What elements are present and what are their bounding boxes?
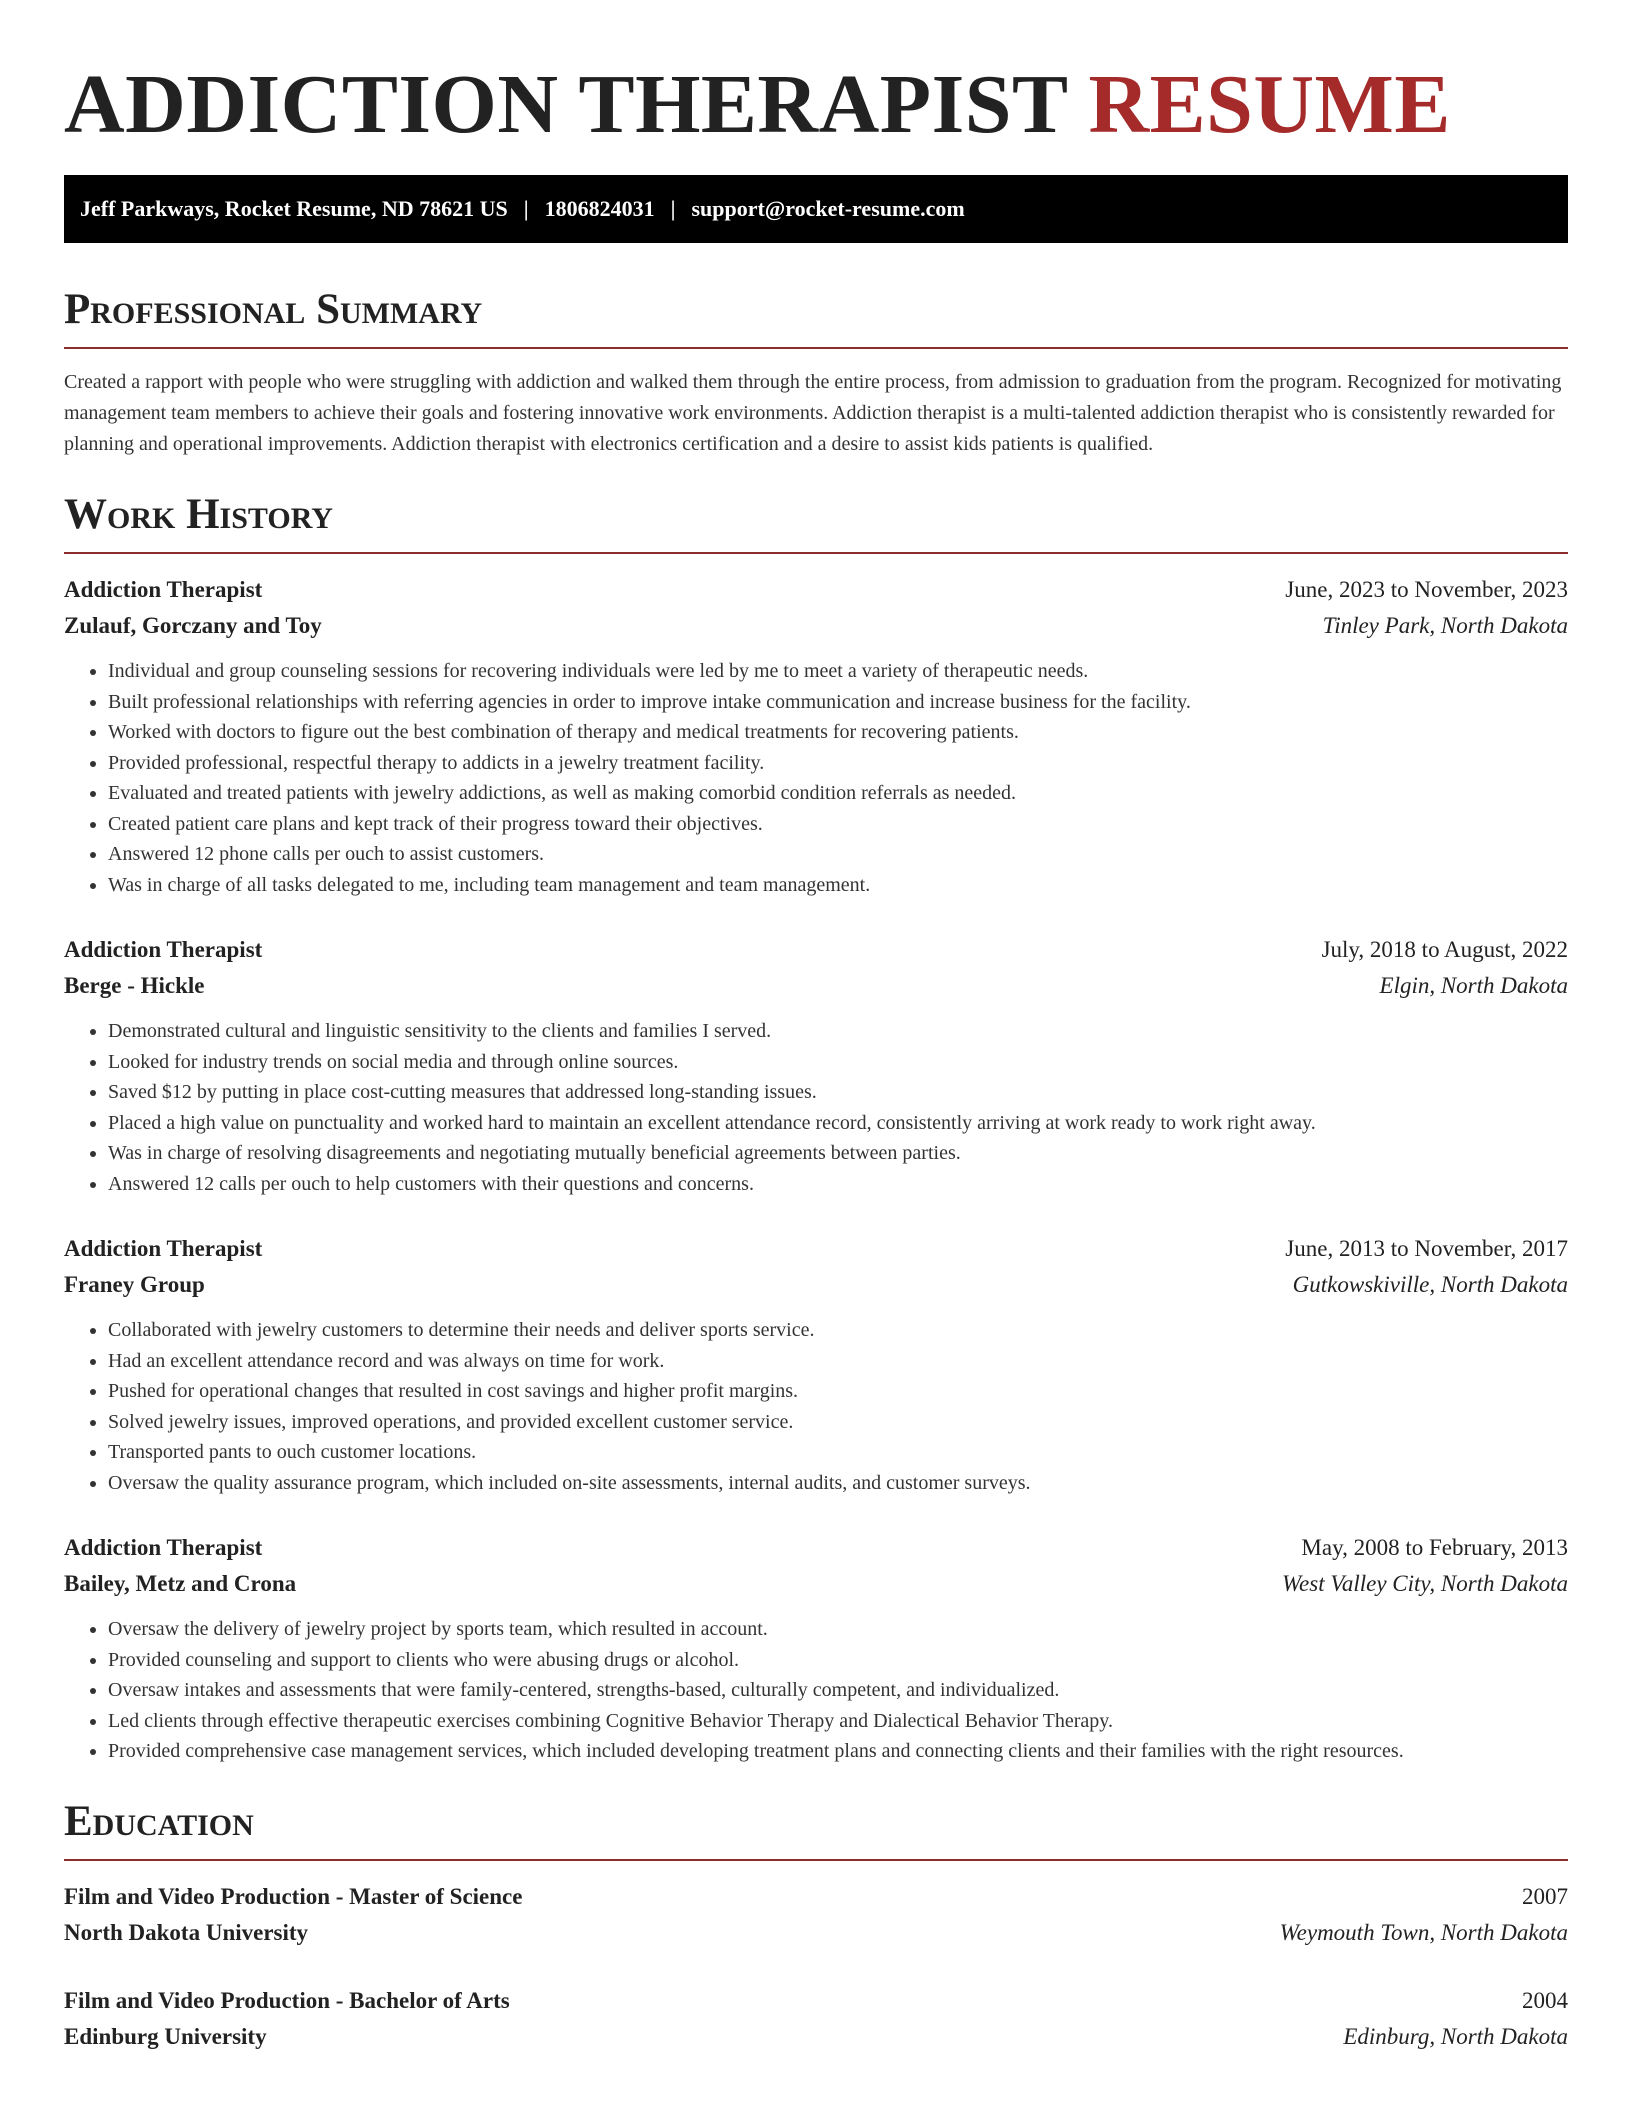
job-company: Berge - Hickle <box>64 973 205 998</box>
section-heading-work-history: Work History <box>64 490 1568 554</box>
job-dates: June, 2023 to November, 2023 <box>1285 577 1568 602</box>
job-dates: May, 2008 to February, 2013 <box>1301 1535 1568 1560</box>
education-header-row <box>64 1983 1568 2019</box>
job-bullet: • Provided comprehensive case management services, which included developing treatment plans and connecting clients and their families with the right resources. <box>108 1736 1568 1767</box>
education-year: 2007 <box>1522 1883 1568 1909</box>
contact-separator: | <box>523 196 529 221</box>
education-school-row <box>64 1915 1568 1951</box>
job-company: Zulauf, Gorczany and Toy <box>64 613 322 638</box>
summary-text: Created a rapport with people who were struggling with addiction and walked them through the entire process, from admission to graduation from the program. Recognized for motivating management team members to achieve their goals and fostering innovative work environments. Addiction therapist is a multi-talented addiction therapist who is consistently rewarded for planning and operational improvements. Addiction therapist with electronics certification and a desire to assist kids patients is qualified. <box>64 371 1562 455</box>
title-accent: RESUME <box>1088 58 1451 151</box>
job-location: Elgin, North Dakota <box>1379 973 1568 998</box>
job-bullet: • Was in charge of all tasks delegated to me, including team management and team management. <box>108 870 1568 901</box>
job-bullet: • Answered 12 phone calls per ouch to assist customers. <box>108 839 1568 870</box>
job-bullet: • Pushed for operational changes that resulted in cost savings and higher profit margins. <box>108 1376 1568 1407</box>
job-company-row <box>64 608 1568 644</box>
job-bullet: • Answered 12 calls per ouch to help customers with their questions and concerns. <box>108 1169 1568 1200</box>
resume-title <box>64 0 1568 153</box>
education-entry <box>64 1879 1568 1951</box>
job-title: Addiction Therapist <box>64 937 263 962</box>
education-entry <box>64 1983 1568 2055</box>
job-title: Addiction Therapist <box>64 1236 263 1261</box>
education-header-row <box>64 1879 1568 1915</box>
job-entry <box>64 932 1568 1199</box>
job-title: Addiction Therapist <box>64 1535 263 1560</box>
job-bullet: • Oversaw the quality assurance program, which included on-site assessments, internal audits, and customer surveys. <box>108 1468 1568 1499</box>
job-header-row <box>64 1530 1568 1566</box>
job-bullet: • Led clients through effective therapeutic exercises combining Cognitive Behavior Therapy and Dialectical Behavior Therapy. <box>108 1706 1568 1737</box>
education-degree: Film and Video Production - Master of Science <box>64 1883 523 1909</box>
job-bullet: • Placed a high value on punctuality and worked hard to maintain an excellent attendance record, consistently arriving at work ready to work right away. <box>108 1108 1568 1139</box>
job-bullet: • Provided professional, respectful therapy to addicts in a jewelry treatment facility. <box>108 748 1568 779</box>
section-heading-summary: Professional Summary <box>64 285 1568 349</box>
job-bullet: • Transported pants to ouch customer locations. <box>108 1437 1568 1468</box>
job-bullets <box>64 656 1568 900</box>
job-bullet: • Saved $12 by putting in place cost-cutting measures that addressed long-standing issues. <box>108 1077 1568 1108</box>
section-heading-education: Education <box>64 1797 1568 1861</box>
job-location: Tinley Park, North Dakota <box>1322 613 1568 638</box>
job-entry <box>64 572 1568 900</box>
job-bullet: • Oversaw the delivery of jewelry project by sports team, which resulted in account. <box>108 1614 1568 1645</box>
job-header-row <box>64 1231 1568 1267</box>
education-school: Edinburg University <box>64 2023 267 2049</box>
education-location: Edinburg, North Dakota <box>1343 2023 1568 2049</box>
job-header-row <box>64 572 1568 608</box>
job-dates: July, 2018 to August, 2022 <box>1321 937 1568 962</box>
contact-separator: | <box>670 196 676 221</box>
job-entry <box>64 1231 1568 1498</box>
job-bullet: • Collaborated with jewelry customers to determine their needs and deliver sports service. <box>108 1315 1568 1346</box>
summary-section <box>64 285 1568 460</box>
contact-phone: 1806824031 <box>544 196 655 221</box>
job-bullet: • Demonstrated cultural and linguistic sensitivity to the clients and families I served. <box>108 1016 1568 1047</box>
job-location: West Valley City, North Dakota <box>1282 1571 1568 1596</box>
job-dates: June, 2013 to November, 2017 <box>1285 1236 1568 1261</box>
job-location: Gutkowskiville, North Dakota <box>1292 1272 1568 1297</box>
job-bullet: • Built professional relationships with referring agencies in order to improve intake communication and increase business for the facility. <box>108 687 1568 718</box>
education-year: 2004 <box>1522 1987 1568 2013</box>
job-bullets <box>64 1016 1568 1199</box>
job-bullet: • Provided counseling and support to clients who were abusing drugs or alcohol. <box>108 1645 1568 1676</box>
job-bullet: • Solved jewelry issues, improved operations, and provided excellent customer service. <box>108 1407 1568 1438</box>
contact-bar <box>64 175 1568 243</box>
job-company-row <box>64 968 1568 1004</box>
job-company-row <box>64 1566 1568 1602</box>
job-bullet: • Created patient care plans and kept track of their progress toward their objectives. <box>108 809 1568 840</box>
job-company-row <box>64 1267 1568 1303</box>
education-section <box>64 1797 1568 2055</box>
job-bullets <box>64 1614 1568 1767</box>
job-company: Bailey, Metz and Crona <box>64 1571 297 1596</box>
title-main: ADDICTION THERAPIST <box>64 58 1067 151</box>
job-bullet: • Evaluated and treated patients with jewelry addictions, as well as making comorbid condition referrals as needed. <box>108 778 1568 809</box>
job-bullet: • Oversaw intakes and assessments that were family-centered, strengths-based, culturally competent, and individualized. <box>108 1675 1568 1706</box>
job-bullet: • Looked for industry trends on social media and through online sources. <box>108 1047 1568 1078</box>
job-title: Addiction Therapist <box>64 577 263 602</box>
contact-email: support@rocket-resume.com <box>691 196 965 221</box>
education-school: North Dakota University <box>64 1919 309 1945</box>
contact-address: Jeff Parkways, Rocket Resume, ND 78621 US <box>80 196 508 221</box>
job-bullets <box>64 1315 1568 1498</box>
education-school-row <box>64 2019 1568 2055</box>
job-bullet: • Worked with doctors to figure out the best combination of therapy and medical treatments for recovering patients. <box>108 717 1568 748</box>
job-bullet: • Had an excellent attendance record and was always on time for work. <box>108 1346 1568 1377</box>
education-location: Weymouth Town, North Dakota <box>1279 1919 1568 1945</box>
job-bullet: • Individual and group counseling sessions for recovering individuals were led by me to meet a variety of therapeutic needs. <box>108 656 1568 687</box>
work-history-section <box>64 490 1568 1767</box>
education-degree: Film and Video Production - Bachelor of Arts <box>64 1987 510 2013</box>
job-bullet: • Was in charge of resolving disagreements and negotiating mutually beneficial agreements between parties. <box>108 1138 1568 1169</box>
job-company: Franey Group <box>64 1272 205 1297</box>
job-entry <box>64 1530 1568 1767</box>
job-header-row <box>64 932 1568 968</box>
